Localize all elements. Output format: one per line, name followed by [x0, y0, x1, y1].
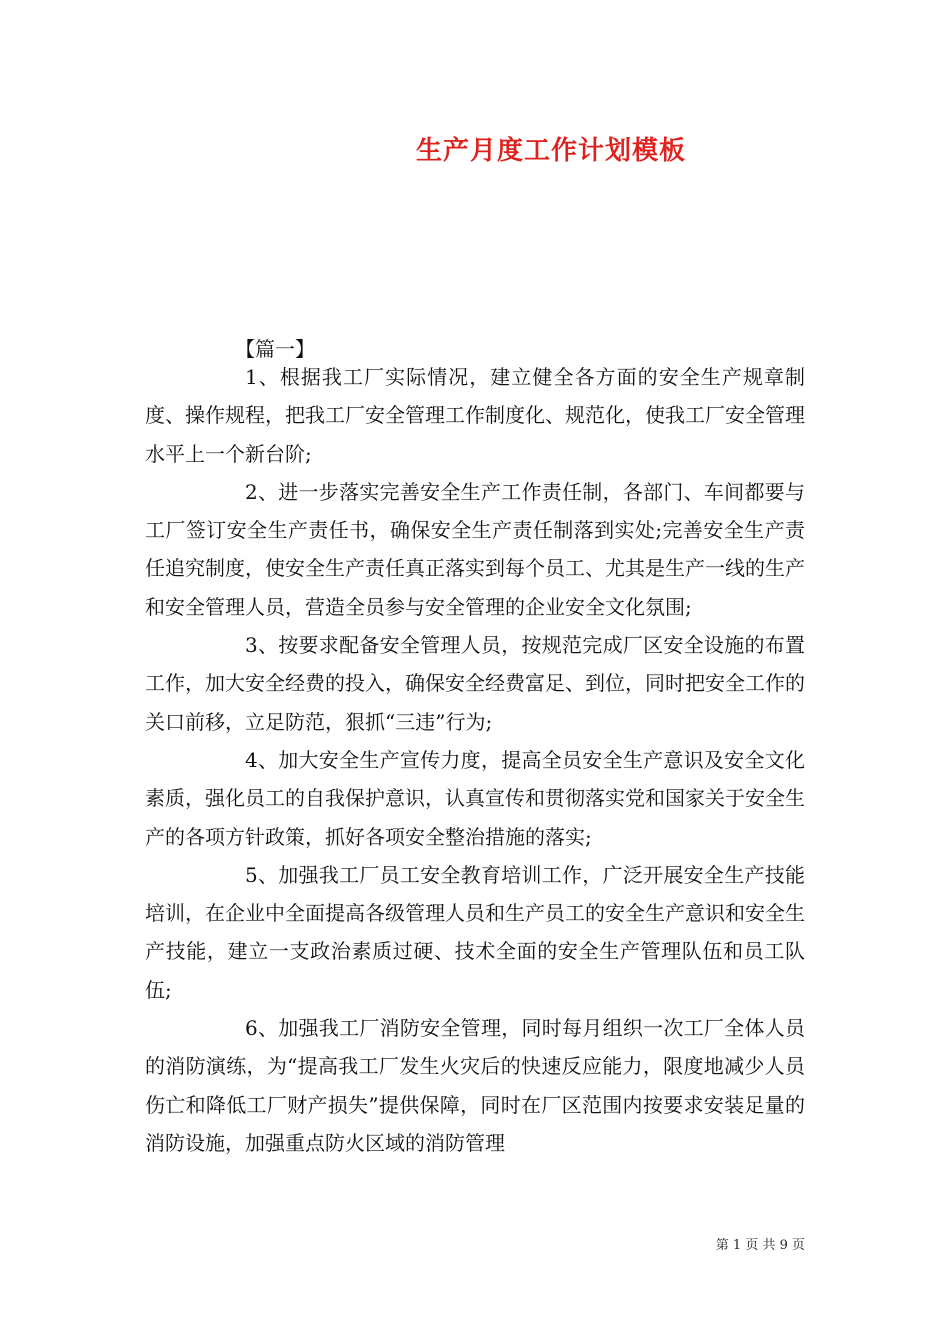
section-label: 【篇一】 [235, 337, 315, 361]
document-title: 生产月度工作计划模板 [415, 136, 686, 166]
paragraph-1: 1、根据我工厂实际情况，建立健全各方面的安全生产规章制度、操作规程，把我工厂安全管理工作制度化、规范化，使我工厂安全管理水平上一个新台阶; [145, 365, 805, 466]
document-body [145, 358, 805, 1162]
paragraph-5: 5、加强我工厂员工安全教育培训工作，广泛开展安全生产技能培训，在企业中全面提高各级管理人员和生产员工的安全生产意识和安全生产技能，建立一支政治素质过硬、技术全面的安全生产管理队伍和员工队伍; [145, 862, 805, 1002]
paragraph-4: 4、加大安全生产宣传力度，提高全员安全生产意识及安全文化素质，强化员工的自我保护意识，认真宣传和贯彻落实党和国家关于安全生产的各项方针政策，抓好各项安全整治措施的落实; [145, 747, 805, 849]
page-footer: 第 1 页 共 9 页 [715, 1238, 805, 1253]
paragraph-3: 3、按要求配备安全管理人员，按规范完成厂区安全设施的布置工作，加大安全经费的投入，确保安全经费富足、到位，同时把安全工作的关口前移，立足防范，狠抓“三违”行为; [145, 633, 805, 734]
paragraph-2: 2、进一步落实完善安全生产工作责任制，各部门、车间都要与工厂签订安全生产责任书，确保安全生产责任制落到实处;完善安全生产责任追究制度，使安全生产责任真正落实到每个员工、尤其是生产一线的生产和安全管理人员，营造全员参与安全管理的企业安全文化氛围; [145, 479, 805, 619]
paragraph-6: 6、加强我工厂消防安全管理，同时每月组织一次工厂全体人员的消防演练，为“提高我工厂发生火灾后的快速反应能力，限度地减少人员伤亡和降低工厂财产损失”提供保障，同时在厂区范围内按要求安装足量的消防设施，加强重点防火区域的消防管理 [145, 1016, 805, 1155]
